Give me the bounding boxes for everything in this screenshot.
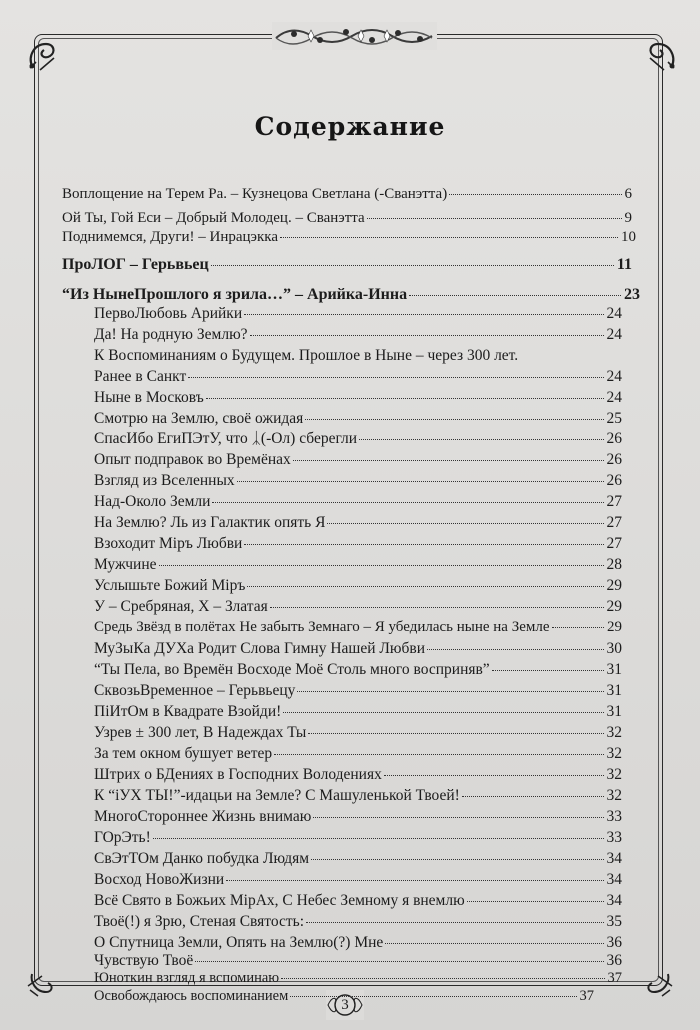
leader-dots <box>449 194 621 195</box>
toc-item[interactable] <box>94 389 622 407</box>
toc-item-title: Мужчине <box>94 556 157 573</box>
toc-item-page: 35 <box>606 913 622 930</box>
toc-entry-page: 6 <box>624 186 632 202</box>
toc-item-title: СпасИбо ЕгиПЭтУ, что ᛣ(-Ол) сберегли <box>94 430 358 447</box>
toc-item-page: 33 <box>606 808 622 825</box>
toc-item-page: 27 <box>606 493 622 510</box>
toc-item-page: 26 <box>606 451 622 468</box>
toc-item-page: 29 <box>606 598 622 615</box>
toc-entry-page: 9 <box>624 210 632 226</box>
toc-item-page: 34 <box>606 892 622 909</box>
toc-item[interactable] <box>94 934 622 952</box>
leader-dots <box>274 754 603 755</box>
toc-item[interactable] <box>94 787 622 805</box>
toc-item-page: 31 <box>606 703 622 720</box>
toc-item[interactable] <box>94 829 622 847</box>
toc-item-title: О Спутница Земли, Опять на Землю(?) Мне <box>94 934 384 951</box>
toc-item-page: 27 <box>606 514 622 531</box>
leader-dots <box>308 733 603 734</box>
toc-entry-title: Воплощение на Терем Ра. – Кузнецова Светлана (-Сванэтта) <box>62 186 448 202</box>
leader-dots <box>467 901 604 902</box>
leader-dots <box>385 943 603 944</box>
toc-entry[interactable] <box>62 210 632 227</box>
toc-item-title: Взгляд из Вселенных <box>94 472 235 489</box>
leader-dots <box>293 460 604 461</box>
leader-dots <box>305 419 603 420</box>
toc-item-title: ПервоЛюбовь Арийки <box>94 305 243 322</box>
toc-item-page: 25 <box>606 410 622 427</box>
toc-item-page: 32 <box>606 787 622 804</box>
toc-item-page: 30 <box>606 640 622 657</box>
toc-item-title: Освобождаюсь воспоминанием <box>94 988 289 1004</box>
toc-item[interactable] <box>94 724 622 742</box>
toc-item-page: 36 <box>606 934 622 951</box>
toc-item-page: 26 <box>606 472 622 489</box>
toc-item-title: Чувствую Твоё <box>94 952 194 969</box>
toc-item-title: Твоё(!) я Зрю, Стеная Святость: <box>94 913 305 930</box>
toc-entry-title: Поднимемся, Други! – Инрацэкка <box>62 229 278 245</box>
toc-item-title: Услышьте Божий Міръ <box>94 577 246 594</box>
toc-item[interactable] <box>94 451 622 469</box>
leader-dots <box>283 712 603 713</box>
toc-item[interactable] <box>94 598 622 616</box>
toc-item-page: 32 <box>606 724 622 741</box>
toc-item[interactable] <box>94 326 622 344</box>
toc-item[interactable] <box>94 892 622 910</box>
leader-dots <box>195 961 603 962</box>
toc-item-title: Взоходит Міръ Любви <box>94 535 243 552</box>
toc-section-page: 23 <box>624 286 640 303</box>
toc-item-title: На Землю? Ль из Галактик опять Я <box>94 514 326 531</box>
leader-dots <box>281 978 604 979</box>
toc-item-page: 34 <box>606 850 622 867</box>
toc-item-page: 28 <box>606 556 622 573</box>
toc-entry[interactable] <box>62 186 632 203</box>
toc-item-title: “Ты Пела, во Времён Восходе Моё Столь много восприняв” <box>94 661 490 678</box>
toc-item-title: Смотрю на Землю, своё ожидая <box>94 410 304 427</box>
toc-item-title: СквозьВременное – Герьвьецу <box>94 682 296 699</box>
toc-item-title: К Воспоминаниям о Будущем. Прошлое в Ныне – через 300 лет. <box>94 347 519 364</box>
toc-entry[interactable] <box>62 229 636 246</box>
toc-item[interactable] <box>94 640 622 658</box>
toc-item-page: 34 <box>606 871 622 888</box>
toc-item-title: Юноткин взгляд я вспоминаю <box>94 970 280 986</box>
toc-item-title: ПіИтОм в Квадрате Взойди! <box>94 703 282 720</box>
leader-dots <box>270 607 604 608</box>
toc-section[interactable] <box>62 286 640 304</box>
toc-item-title: СвЭтТОм Данко побудка Людям <box>94 850 310 867</box>
leader-dots <box>237 481 604 482</box>
toc-item[interactable] <box>94 430 622 448</box>
toc-item[interactable] <box>94 988 594 1005</box>
toc-item[interactable] <box>94 913 622 931</box>
toc-item[interactable] <box>94 577 622 595</box>
leader-dots <box>247 586 603 587</box>
leader-dots <box>250 335 604 336</box>
leader-dots <box>188 377 603 378</box>
toc-item[interactable] <box>94 682 622 700</box>
toc-item[interactable] <box>94 703 622 721</box>
toc-item-title: Всё Свято в Божьих МірАх, С Небес Земному я внемлю <box>94 892 465 909</box>
toc-item-page: 29 <box>606 577 622 594</box>
leader-dots <box>427 649 603 650</box>
toc-entry-title: Ой Ты, Гой Еси – Добрый Молодец. – Сванэтта <box>62 210 365 226</box>
leader-dots <box>384 775 604 776</box>
toc-item[interactable] <box>94 850 622 868</box>
toc-item-title: Средь Звёзд в полётах Не забыть Земнаго – Я убедилась ныне на Земле <box>94 619 550 635</box>
toc-item-title: Узрев ± 300 лет, В Надеждах Ты <box>94 724 307 741</box>
toc-item-page: 24 <box>606 305 622 322</box>
leader-dots <box>367 218 622 219</box>
toc-item-page: 31 <box>606 661 622 678</box>
toc-section-page: 11 <box>616 256 632 273</box>
toc-item-title: У – Сребряная, Х – Златая <box>94 598 268 615</box>
toc-item-title: Над-Около Земли <box>94 493 211 510</box>
toc-item-title: Ныне в Московъ <box>94 389 204 406</box>
toc-item[interactable] <box>94 493 622 511</box>
leader-dots <box>244 314 603 315</box>
toc-item-page: 37 <box>607 970 622 986</box>
leader-dots <box>311 859 603 860</box>
toc-item[interactable] <box>94 661 622 679</box>
toc-item[interactable] <box>94 305 622 323</box>
toc-item-page: 32 <box>606 766 622 783</box>
leader-dots <box>297 691 603 692</box>
leader-dots <box>226 880 603 881</box>
toc-item-page: 29 <box>607 619 622 635</box>
toc-item-title: Штрих о БДениях в Господних Володениях <box>94 766 382 783</box>
leader-dots <box>280 237 618 238</box>
toc-item-title: МуЗыКа ДУХа Родит Слова Гимну Нашей Любви <box>94 640 426 657</box>
toc-item-page: 27 <box>606 535 622 552</box>
toc-item-title: ГОрЭть! <box>94 829 151 846</box>
toc-item-page: 26 <box>606 430 622 447</box>
toc-item-title: За тем окном бушует ветер <box>94 745 273 762</box>
leader-dots <box>327 523 603 524</box>
leader-dots <box>244 544 603 545</box>
toc-item-title: Восход НовоЖизни <box>94 871 225 888</box>
toc-section-title: “Из НынеПрошлого я зрила…” – Арийка-Инна <box>62 286 408 303</box>
toc-item[interactable] <box>94 410 622 428</box>
toc-item-title: МногоСтороннее Жизнь внимаю <box>94 808 312 825</box>
toc-item-page: 33 <box>606 829 622 846</box>
toc-item-page: 24 <box>606 368 622 385</box>
toc-section-title: ПроЛОГ – Герьвьец <box>62 256 209 273</box>
toc-item[interactable] <box>94 368 622 386</box>
toc-item[interactable] <box>94 871 622 889</box>
toc-item[interactable] <box>94 745 622 763</box>
leader-dots <box>409 295 621 296</box>
toc-item[interactable] <box>94 535 622 553</box>
leader-dots <box>313 817 603 818</box>
leader-dots <box>492 670 604 671</box>
leader-dots <box>159 565 604 566</box>
toc-item-page: 37 <box>579 988 594 1004</box>
toc-item-page: 36 <box>606 952 622 969</box>
toc-section[interactable] <box>62 256 632 274</box>
toc-entry-page: 10 <box>621 229 636 245</box>
toc-item[interactable] <box>94 952 622 970</box>
leader-dots <box>206 398 604 399</box>
toc-item[interactable] <box>94 619 622 636</box>
leader-dots <box>462 796 604 797</box>
page-title: Содержание <box>254 112 446 141</box>
toc-item[interactable] <box>94 766 622 784</box>
toc-item[interactable] <box>94 556 622 574</box>
toc-item-page: 24 <box>606 389 622 406</box>
toc-item[interactable] <box>94 347 622 365</box>
leader-dots <box>211 265 614 266</box>
toc-item-title: Ранее в Санкт <box>94 368 187 385</box>
leader-dots <box>153 838 604 839</box>
leader-dots <box>552 627 604 628</box>
leader-dots <box>290 996 576 997</box>
toc-item-title: К “іУХ ТЫ!”-идацьи на Земле? С Машуленькой Твоей! <box>94 787 460 804</box>
page-number: 3 <box>341 997 349 1013</box>
toc-item[interactable] <box>94 514 622 532</box>
toc-item[interactable] <box>94 970 622 987</box>
leader-dots <box>359 439 603 440</box>
toc-item-title: Опыт подправок во Времёнах <box>94 451 291 468</box>
toc-item[interactable] <box>94 472 622 490</box>
toc-item-page: 31 <box>606 682 622 699</box>
leader-dots <box>212 502 603 503</box>
toc-item[interactable] <box>94 808 622 826</box>
toc-item-page: 32 <box>606 745 622 762</box>
toc-item-title: Да! На родную Землю? <box>94 326 248 343</box>
leader-dots <box>306 922 603 923</box>
toc-item-page: 24 <box>606 326 622 343</box>
